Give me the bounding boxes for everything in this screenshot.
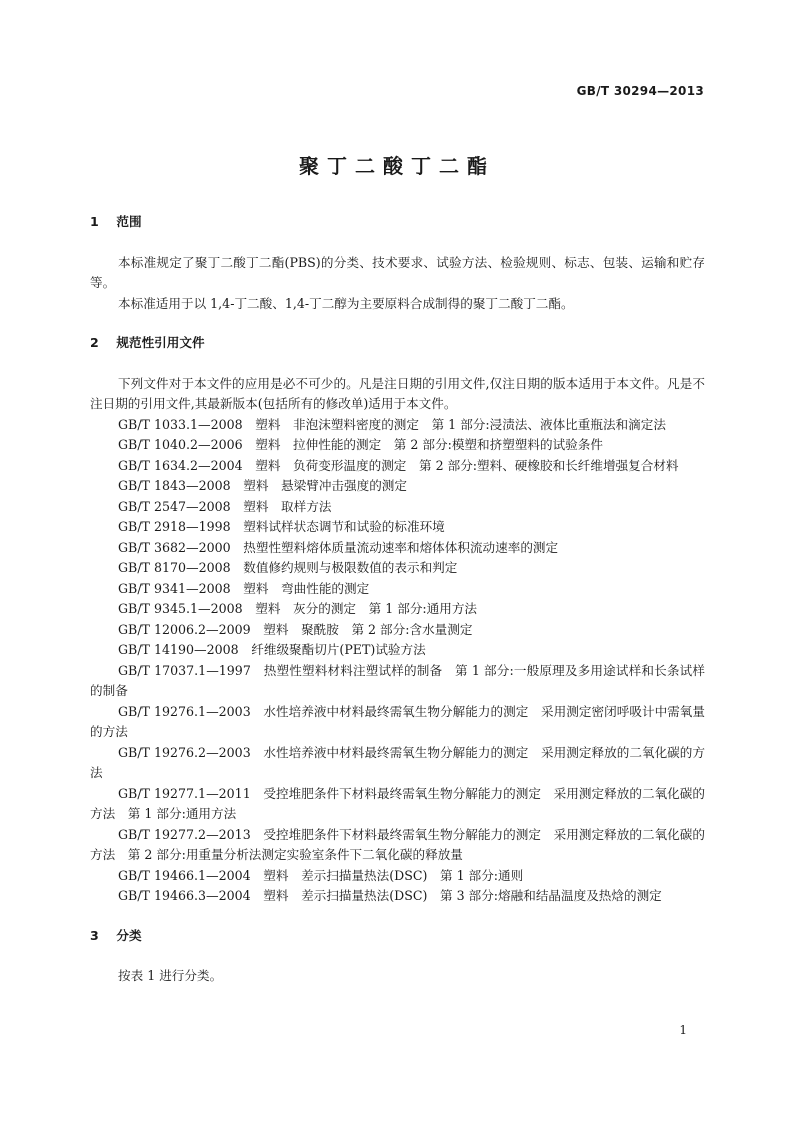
reference-title: 受控堆肥条件下材料最终需氧生物分解能力的测定 采用测定释放的二氧化碳的方法 第 2 部分:用重量分析法测定实验室条件下二氧化碳的释放量: [90, 826, 706, 862]
reference-code: GB/T 1843—2008: [118, 478, 231, 493]
reference-title: 受控堆肥条件下材料最终需氧生物分解能力的测定 采用测定释放的二氧化碳的方法 第 1 部分:通用方法: [90, 785, 706, 821]
reference-code: GB/T 14190—2008: [118, 642, 239, 657]
reference-code: GB/T 17037.1—1997: [118, 662, 251, 678]
standard-number: GB/T 30294—2013: [576, 84, 704, 98]
reference-code: GB/T 2918—1998: [118, 519, 231, 534]
paragraph: 下列文件对于本文件的应用是必不可少的。凡是注日期的引用文件,仅注日期的版本适用于本文件。凡是不注日期的引用文件,其最新版本(包括所有的修改单)适用于本文件。: [90, 375, 705, 411]
reference-title: 塑料试样状态调节和试验的标准环境: [243, 519, 445, 534]
reference-item: [90, 866, 705, 887]
section-heading: [90, 212, 705, 233]
reference-code: GB/T 9341—2008: [118, 580, 231, 596]
reference-code: GB/T 19276.2—2003: [118, 744, 251, 760]
reference-item: [90, 476, 705, 497]
reference-list: [90, 415, 705, 907]
reference-code: GB/T 1634.2—2004: [118, 457, 243, 473]
paragraph: 按表 1 进行分类。: [118, 968, 223, 983]
reference-title: 塑料 取样方法: [243, 498, 332, 514]
reference-item: [90, 456, 705, 477]
reference-item: [90, 661, 705, 702]
reference-code: GB/T 19277.1—2011: [118, 785, 251, 801]
reference-code: GB/T 9345.1—2008: [118, 601, 243, 616]
reference-item: [90, 620, 705, 641]
section-number: 3: [90, 927, 99, 943]
section-title: 范围: [116, 214, 142, 229]
reference-item: [90, 497, 705, 518]
section-number: 2: [90, 335, 99, 350]
reference-code: GB/T 19466.3—2004: [118, 888, 251, 903]
reference-code: GB/T 2547—2008: [118, 498, 231, 514]
reference-title: 热塑性塑料材料注塑试样的制备 第 1 部分:一般原理及多用途试样和长条试样的制备: [90, 662, 706, 698]
reference-item: [90, 640, 705, 661]
section-heading: [90, 333, 705, 354]
reference-item: [90, 558, 705, 579]
reference-title: 塑料 拉伸性能的测定 第 2 部分:模塑和挤塑塑料的试验条件: [255, 437, 603, 452]
reference-title: 塑料 差示扫描量热法(DSC) 第 3 部分:熔融和结晶温度及热焓的测定: [263, 888, 662, 903]
section-classification: [90, 926, 705, 987]
reference-title: 热塑性塑料熔体质量流动速率和熔体体积流动速率的测定: [243, 539, 559, 555]
reference-title: 塑料 聚酰胺 第 2 部分:含水量测定: [263, 621, 473, 637]
reference-item: [90, 599, 705, 620]
reference-item: [90, 435, 705, 456]
document-body: [90, 212, 705, 987]
reference-title: 数值修约规则与极限数值的表示和判定: [243, 560, 458, 575]
reference-code: GB/T 19277.2—2013: [118, 826, 251, 842]
reference-item: [90, 886, 705, 907]
reference-title: 塑料 差示扫描量热法(DSC) 第 1 部分:通则: [263, 867, 524, 883]
reference-title: 塑料 负荷变形温度的测定 第 2 部分:塑料、硬橡胶和长纤维增强复合材料: [255, 457, 679, 473]
reference-code: GB/T 3682—2000: [118, 539, 231, 555]
reference-title: 纤维级聚酯切片(PET)试验方法: [251, 642, 426, 657]
reference-code: GB/T 19276.1—2003: [118, 703, 251, 719]
reference-title: 水性培养液中材料最终需氧生物分解能力的测定 采用测定密闭呼吸计中需氧量的方法: [90, 703, 706, 739]
reference-item: [90, 415, 705, 436]
section-normative-references: [90, 333, 705, 907]
section-title: 规范性引用文件: [116, 335, 205, 350]
section-number: 1: [90, 214, 99, 229]
paragraph: 本标准规定了聚丁二酸丁二酯(PBS)的分类、技术要求、试验方法、检验规则、标志、包装、运输和贮存等。: [90, 254, 705, 290]
reference-title: 塑料 弯曲性能的测定: [243, 580, 370, 596]
reference-item: [90, 517, 705, 538]
reference-code: GB/T 1040.2—2006: [118, 437, 243, 452]
paragraph: 本标准适用于以 1,4-丁二酸、1,4-丁二醇为主要原料合成制得的聚丁二酸丁二酯。: [118, 295, 574, 311]
reference-item: [90, 702, 705, 743]
reference-item: [90, 743, 705, 784]
section-title: 分类: [116, 927, 142, 943]
reference-code: GB/T 12006.2—2009: [118, 621, 251, 637]
reference-item: [90, 825, 705, 866]
reference-code: GB/T 1033.1—2008: [118, 416, 243, 432]
reference-title: 塑料 灰分的测定 第 1 部分:通用方法: [255, 601, 478, 616]
page-number: 1: [679, 1023, 687, 1037]
section-scope: [90, 212, 705, 314]
reference-title: 塑料 非泡沫塑料密度的测定 第 1 部分:浸渍法、液体比重瓶法和滴定法: [255, 416, 666, 432]
section-heading: [90, 926, 705, 947]
reference-item: [90, 538, 705, 559]
reference-item: [90, 579, 705, 600]
document-title: 聚丁二酸丁二酯: [299, 154, 495, 178]
reference-title: 水性培养液中材料最终需氧生物分解能力的测定 采用测定释放的二氧化碳的方法: [90, 744, 706, 780]
reference-title: 塑料 悬梁臂冲击强度的测定: [243, 478, 407, 493]
reference-code: GB/T 19466.1—2004: [118, 867, 251, 883]
reference-code: GB/T 8170—2008: [118, 560, 231, 575]
reference-item: [90, 784, 705, 825]
